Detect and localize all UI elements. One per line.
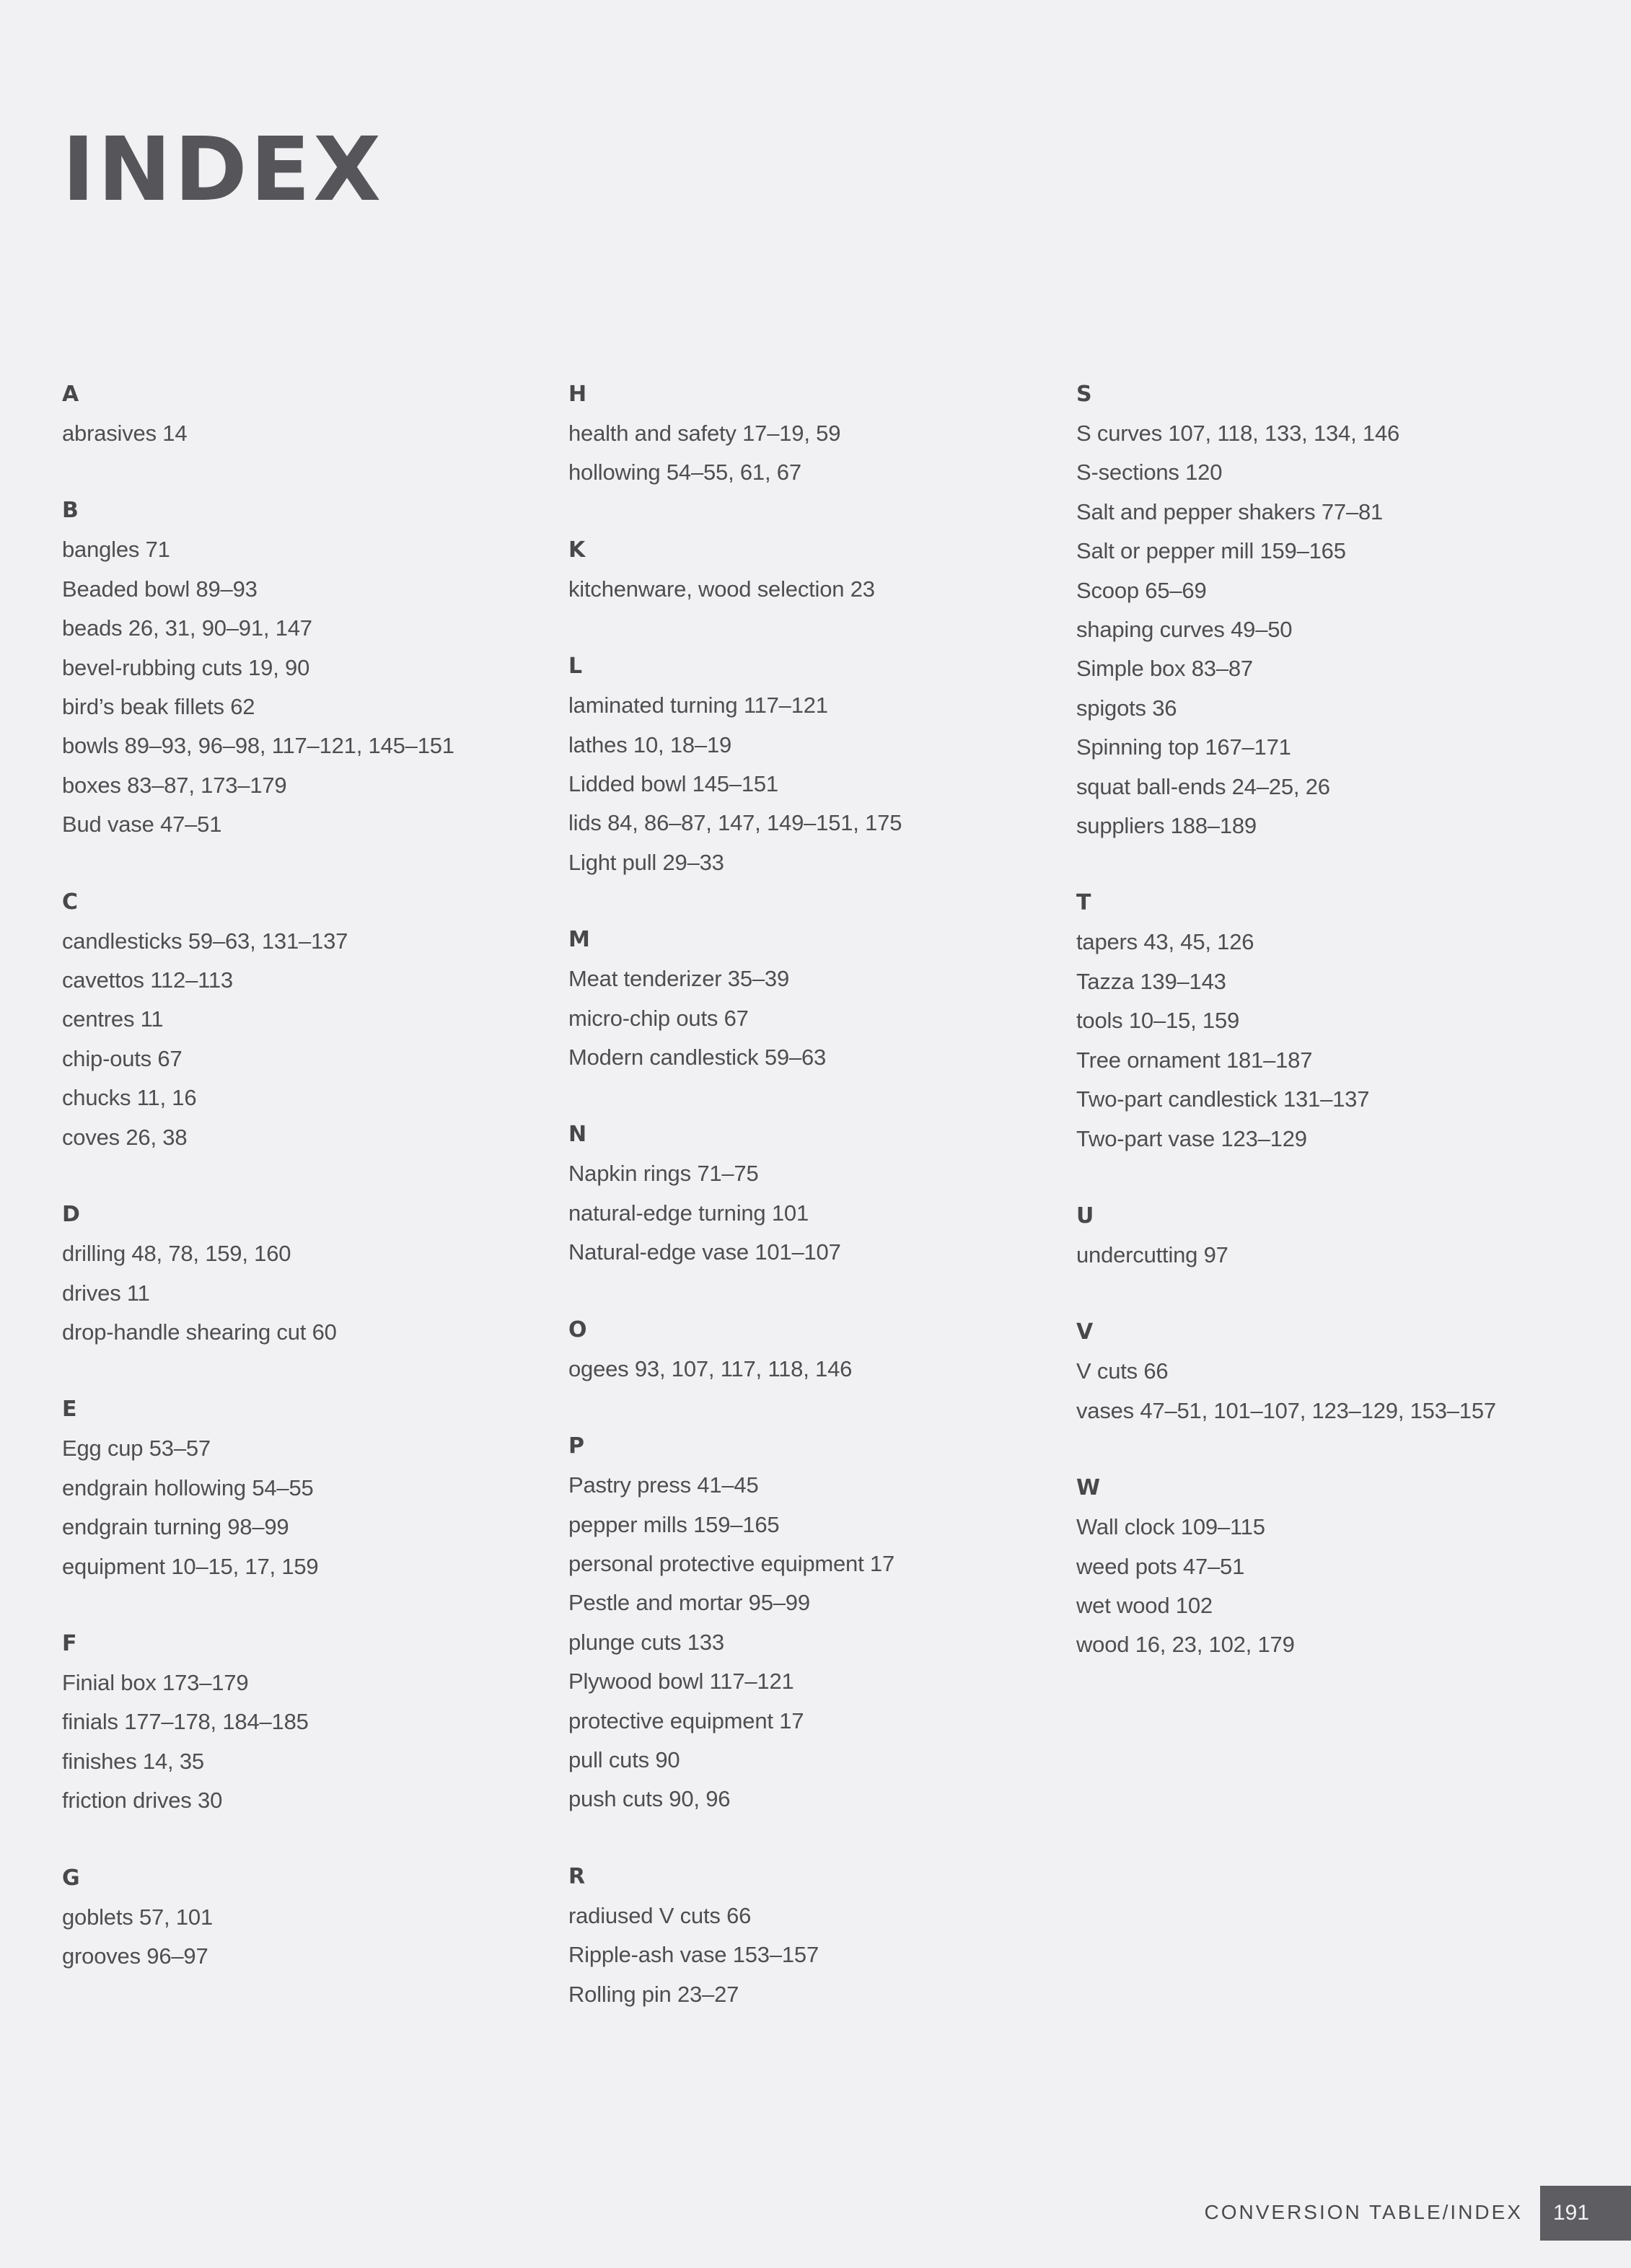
section-letter: D [62, 1202, 80, 1228]
index-section-b [62, 491, 553, 844]
index-section-s [1076, 375, 1567, 845]
index-section-c [62, 883, 553, 1157]
page-number: 191 [1540, 2186, 1631, 2241]
index-entry: Finial box 173–179 [62, 1669, 249, 1695]
section-letter: O [568, 1317, 587, 1342]
index-entry: Salt and pepper shakers 77–81 [1076, 498, 1384, 524]
index-entry: endgrain hollowing 54–55 [62, 1474, 314, 1500]
index-entry: bangles 71 [62, 537, 170, 563]
index-entry: goblets 57, 101 [62, 1904, 214, 1930]
index-entry: beads 26, 31, 90–91, 147 [62, 615, 312, 641]
section-letter: L [568, 654, 583, 680]
index-entry: Bud vase 47–51 [62, 812, 222, 838]
section-letter: U [1076, 1203, 1094, 1228]
section-letter: H [568, 382, 587, 407]
index-entry: suppliers 188–189 [1076, 813, 1257, 839]
section-letter: C [62, 889, 79, 915]
index-entry: micro-chip outs 67 [568, 1005, 749, 1031]
index-section-u [1076, 1197, 1567, 1275]
index-entry: Napkin rings 71–75 [568, 1161, 759, 1187]
section-letter: W [1076, 1475, 1101, 1501]
index-entry: finishes 14, 35 [62, 1748, 204, 1774]
index-entry: natural-edge turning 101 [568, 1200, 809, 1226]
index-entry: Two-part vase 123–129 [1076, 1125, 1307, 1151]
index-entry: protective equipment 17 [568, 1707, 804, 1733]
index-entry: cavettos 112–113 [62, 967, 233, 993]
section-letter: M [568, 927, 590, 953]
index-section-a [62, 375, 553, 453]
index-entry: equipment 10–15, 17, 159 [62, 1553, 319, 1579]
index-column-2 [568, 375, 1059, 2052]
index-entry: shaping curves 49–50 [1076, 617, 1293, 643]
section-letter: E [62, 1397, 77, 1423]
index-entry: Wall clock 109–115 [1076, 1514, 1265, 1540]
index-entry: friction drives 30 [62, 1788, 223, 1814]
index-entry: personal protective equipment 17 [568, 1550, 895, 1576]
index-entry: Pestle and mortar 95–99 [568, 1590, 810, 1616]
index-column-1 [62, 375, 553, 2014]
index-entry: weed pots 47–51 [1076, 1553, 1245, 1579]
index-entry: chucks 11, 16 [62, 1085, 197, 1111]
index-entry: Simple box 83–87 [1076, 656, 1253, 682]
index-entry: vases 47–51, 101–107, 123–129, 153–157 [1076, 1397, 1496, 1423]
index-entry: boxes 83–87, 173–179 [62, 772, 287, 798]
index-section-h [568, 375, 1059, 493]
index-section-o [568, 1311, 1059, 1389]
index-entry: Meat tenderizer 35–39 [568, 966, 789, 992]
index-entry: drop-handle shearing cut 60 [62, 1319, 337, 1345]
index-entry: finials 177–178, 184–185 [62, 1709, 309, 1735]
index-entry: S curves 107, 118, 133, 134, 146 [1076, 421, 1400, 446]
index-entry: plunge cuts 133 [568, 1629, 724, 1655]
index-entry: bird’s beak fillets 62 [62, 694, 255, 720]
index-entry: health and safety 17–19, 59 [568, 421, 841, 446]
index-section-l [568, 647, 1059, 882]
index-column-3 [1076, 375, 1567, 1703]
index-entry: Beaded bowl 89–93 [62, 576, 258, 602]
index-entry: wood 16, 23, 102, 179 [1076, 1632, 1295, 1658]
index-section-k [568, 531, 1059, 609]
index-entry: lathes 10, 18–19 [568, 731, 732, 757]
index-entry: undercutting 97 [1076, 1241, 1228, 1267]
index-entry: bowls 89–93, 96–98, 117–121, 145–151 [62, 733, 454, 759]
index-entry: Rolling pin 23–27 [568, 1981, 739, 2007]
index-entry: ogees 93, 107, 117, 118, 146 [568, 1355, 853, 1381]
index-section-e [62, 1390, 553, 1586]
index-entry: candlesticks 59–63, 131–137 [62, 928, 348, 954]
index-entry: push cuts 90, 96 [568, 1786, 731, 1812]
index-entry: endgrain turning 98–99 [62, 1514, 289, 1540]
index-entry: Spinning top 167–171 [1076, 734, 1291, 760]
index-entry: wet wood 102 [1076, 1592, 1213, 1618]
index-entry: abrasives 14 [62, 421, 188, 446]
index-section-p [568, 1427, 1059, 1819]
section-letter: V [1076, 1319, 1094, 1345]
index-section-t [1076, 884, 1567, 1158]
index-entry: Two-part candlestick 131–137 [1076, 1086, 1370, 1112]
index-section-m [568, 920, 1059, 1077]
index-entry: hollowing 54–55, 61, 67 [568, 460, 801, 485]
index-entry: radiused V cuts 66 [568, 1902, 752, 1928]
section-letter: G [62, 1865, 80, 1891]
index-entry: chip-outs 67 [62, 1045, 183, 1071]
section-letter: P [568, 1433, 584, 1459]
index-entry: bevel-rubbing cuts 19, 90 [62, 654, 310, 680]
index-entry: pull cuts 90 [568, 1746, 680, 1772]
index-entry: grooves 96–97 [62, 1943, 208, 1969]
index-entry: Tazza 139–143 [1076, 968, 1226, 994]
index-entry: Light pull 29–33 [568, 849, 724, 875]
index-entry: coves 26, 38 [62, 1124, 188, 1150]
index-entry: Modern candlestick 59–63 [568, 1045, 827, 1071]
index-entry: Tree ornament 181–187 [1076, 1047, 1313, 1073]
section-letter: N [568, 1122, 587, 1148]
section-letter: A [62, 382, 79, 407]
index-section-v [1076, 1313, 1567, 1430]
index-entry: tools 10–15, 159 [1076, 1008, 1240, 1034]
section-letter: T [1076, 890, 1091, 916]
index-section-r [568, 1858, 1059, 2014]
index-entry: tapers 43, 45, 126 [1076, 929, 1254, 955]
index-entry: Salt or pepper mill 159–165 [1076, 538, 1346, 564]
index-entry: drives 11 [62, 1280, 150, 1306]
section-letter: B [62, 498, 79, 524]
running-footer: CONVERSION TABLE/INDEX [1204, 2201, 1523, 2223]
page-title: INDEX [62, 118, 384, 221]
index-entry: drilling 48, 78, 159, 160 [62, 1241, 291, 1267]
index-entry: S-sections 120 [1076, 460, 1223, 485]
index-entry: squat ball-ends 24–25, 26 [1076, 773, 1330, 799]
index-entry: Scoop 65–69 [1076, 577, 1207, 603]
section-letter: R [568, 1863, 586, 1889]
index-entry: Plywood bowl 117–121 [568, 1669, 794, 1695]
section-letter: S [1076, 382, 1092, 407]
index-entry: Natural-edge vase 101–107 [568, 1239, 841, 1265]
index-entry: pepper mills 159–165 [568, 1511, 780, 1537]
index-section-n [568, 1115, 1059, 1272]
index-entry: centres 11 [62, 1006, 164, 1032]
index-entry: V cuts 66 [1076, 1358, 1169, 1384]
index-section-d [62, 1195, 553, 1352]
index-entry: Pastry press 41–45 [568, 1472, 759, 1498]
index-entry: Egg cup 53–57 [62, 1436, 211, 1462]
section-letter: K [568, 537, 586, 563]
index-section-w [1076, 1469, 1567, 1665]
section-letter: F [62, 1630, 77, 1656]
index-section-f [62, 1625, 553, 1821]
index-section-g [62, 1859, 553, 1977]
index-entry: spigots 36 [1076, 695, 1177, 721]
index-entry: kitchenware, wood selection 23 [568, 576, 875, 602]
index-entry: Lidded bowl 145–151 [568, 771, 778, 797]
index-entry: laminated turning 117–121 [568, 693, 828, 718]
index-entry: lids 84, 86–87, 147, 149–151, 175 [568, 810, 902, 836]
index-entry: Ripple-ash vase 153–157 [568, 1942, 819, 1968]
